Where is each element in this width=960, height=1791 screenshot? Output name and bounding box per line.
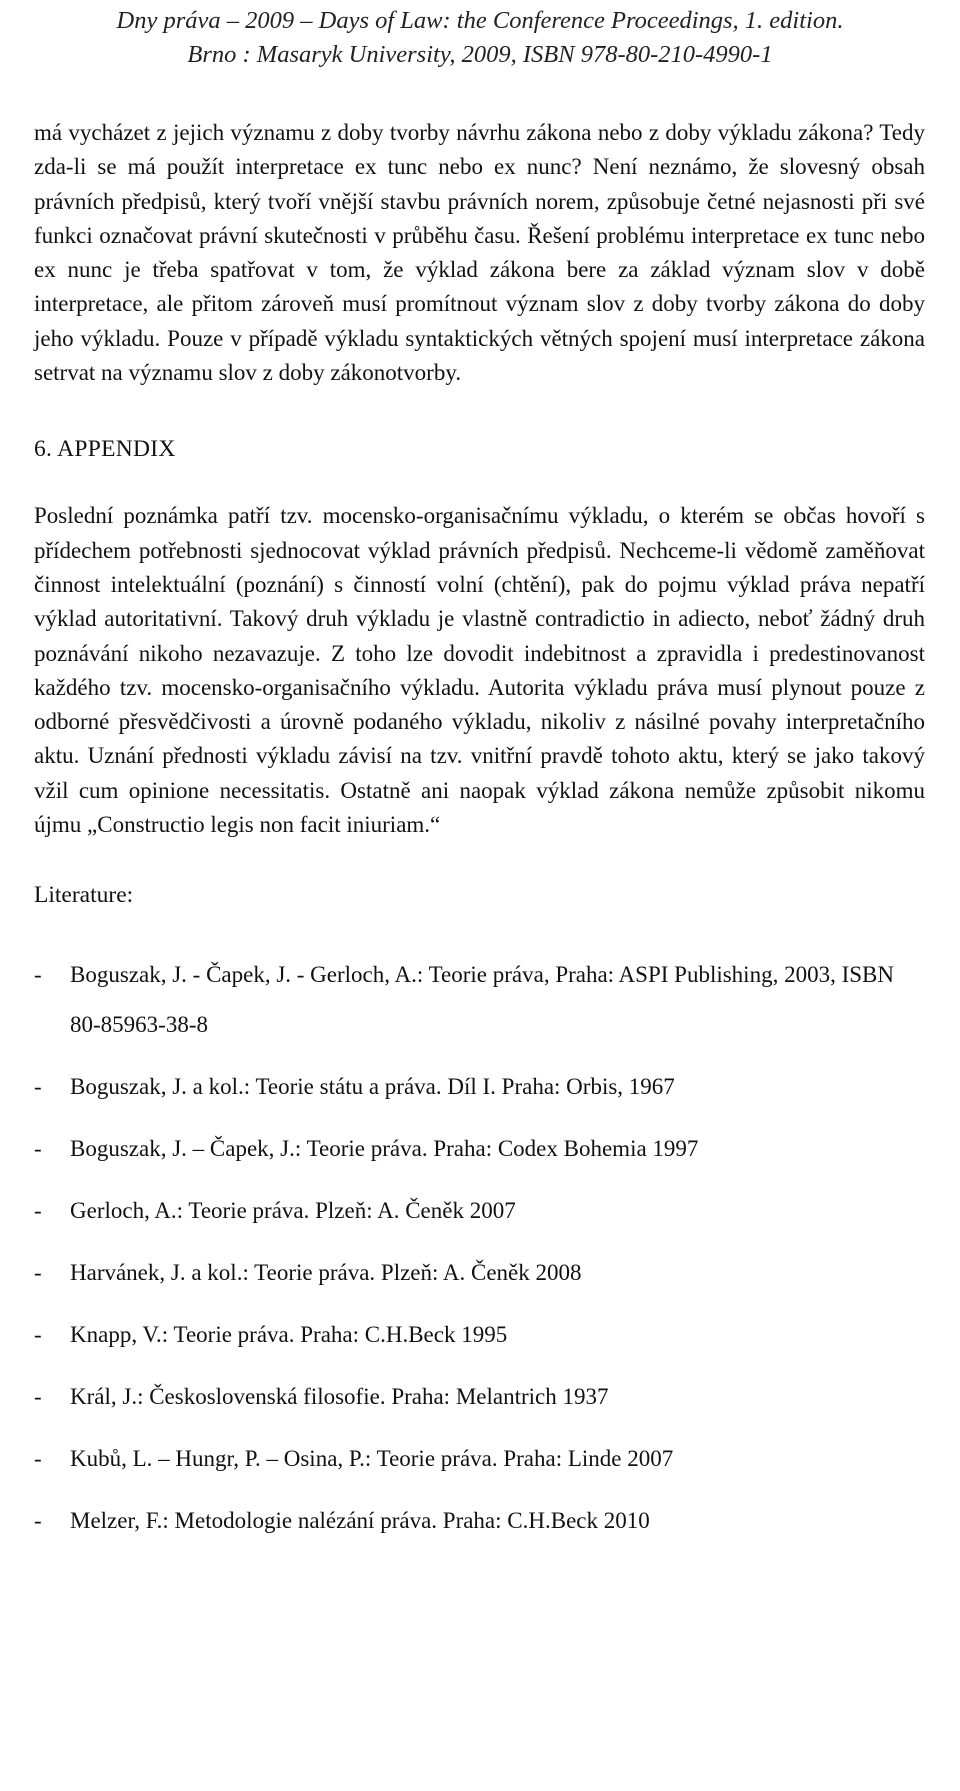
reference-text: Boguszak, J. a kol.: Teorie státu a práva. Díl I. Praha: Orbis, 1967	[70, 1074, 675, 1100]
reference-text: Král, J.: Československá filosofie. Praha: Melantrich 1937	[70, 1384, 609, 1410]
reference-item	[34, 1186, 925, 1236]
reference-text: Boguszak, J. – Čapek, J.: Teorie práva. Praha: Codex Bohemia 1997	[70, 1136, 699, 1162]
paragraph-appendix: Poslední poznámka patří tzv. mocensko-organisačnímu výkladu, o kterém se občas hovoří s přídechem potřebnosti sjednocovat výklad právních předpisů. Nechceme-li vědomě zaměňovat činnost intelektuální (poznání) s činností volní (chtění), pak do pojmu výklad práva nepatří výklad autoritativní. Takový druh výkladu je vlastně contradictio in adiecto, neboť žádný druh poznávání nikoho nezavazuje. Z toho lze dovodit indebitnost a zpravidla i predestinovanost každého tzv. mocensko-organisačního výkladu. Autorita výkladu práva musí plynout pouze z odborné přesvědčivosti a úrovně podaného výkladu, nikoliv z násilné povahy interpretačního aktu. Uznání přednosti výkladu závisí na tzv. vnitřní pravdě tohoto aktu, který se jako takový vžil cum opinione necessitatis. Ostatně ani naopak výklad zákona nemůže způsobit nikomu újmu „Constructio legis non facit iniuriam.“	[34, 503, 925, 838]
reference-item	[34, 1372, 925, 1422]
reference-item	[34, 1434, 925, 1484]
reference-text: Kubů, L. – Hungr, P. – Osina, P.: Teorie práva. Praha: Linde 2007	[70, 1446, 674, 1472]
header-line-1: Dny práva – 2009 – Days of Law: the Conference Proceedings, 1. edition.	[116, 7, 844, 34]
body-content	[34, 116, 925, 1546]
list-dash: -	[34, 962, 42, 988]
reference-text: Melzer, F.: Metodologie nalézání práva. Praha: C.H.Beck 2010	[70, 1508, 650, 1534]
reference-item	[34, 950, 925, 1050]
reference-item	[34, 1310, 925, 1360]
reference-item	[34, 1248, 925, 1298]
section-heading-appendix: 6. APPENDIX	[34, 436, 176, 463]
header-line-2: Brno : Masaryk University, 2009, ISBN 978-80-210-4990-1	[187, 41, 773, 68]
reference-text: Boguszak, J. - Čapek, J. - Gerloch, A.: Teorie práva, Praha: ASPI Publishing, 2003, ISBN 80-85963-38-8	[70, 962, 894, 1038]
reference-list	[34, 950, 925, 1546]
reference-item	[34, 1496, 925, 1546]
literature-heading: Literature:	[34, 882, 134, 909]
paragraph-interpretation: má vycházet z jejich významu z doby tvorby návrhu zákona nebo z doby výkladu zákona? Tedy zda-li se má použít interpretace ex tunc nebo ex nunc? Není neznámo, že slovesný obsah právních předpisů, který tvoří vnější stavbu právních norem, způsobuje četné nejasnosti při své funkci označovat právní skutečnosti v průběhu času. Řešení problému interpretace ex tunc nebo ex nunc je třeba spatřovat v tom, že výklad zákona bere za základ význam slov v době interpretace, ale přitom zároveň musí promítnout význam slov z doby tvorby zákona do doby jeho výkladu. Pouze v případě výkladu syntaktických větných spojení musí interpretace zákona setrvat na významu slov z doby zákonotvorby.	[34, 120, 925, 386]
reference-item	[34, 1124, 925, 1174]
running-header	[0, 4, 960, 72]
list-dash: -	[34, 1384, 42, 1410]
reference-item	[34, 1062, 925, 1112]
list-dash: -	[34, 1446, 42, 1472]
list-dash: -	[34, 1508, 42, 1534]
list-dash: -	[34, 1074, 42, 1100]
list-dash: -	[34, 1260, 42, 1286]
list-dash: -	[34, 1198, 42, 1224]
list-dash: -	[34, 1322, 42, 1348]
list-dash: -	[34, 1136, 42, 1162]
reference-text: Harvánek, J. a kol.: Teorie práva. Plzeň: A. Čeněk 2008	[70, 1260, 582, 1286]
reference-text: Gerloch, A.: Teorie práva. Plzeň: A. Čeněk 2007	[70, 1198, 516, 1224]
reference-text: Knapp, V.: Teorie práva. Praha: C.H.Beck 1995	[70, 1322, 508, 1348]
